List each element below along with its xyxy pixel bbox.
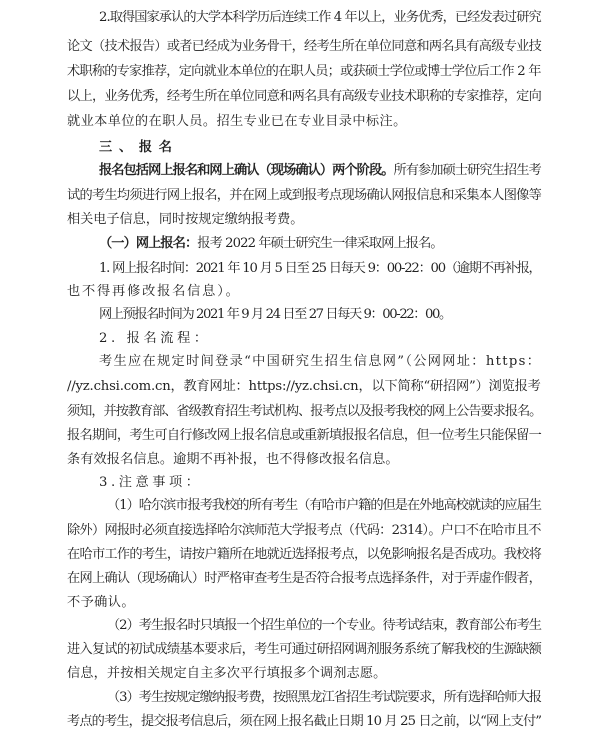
bold-text: 三、报名 (99, 140, 179, 155)
text-segment: //yz.chsi.com.cn，教育网址：https://yz.chsi.cn，以下简称“研招网”）浏览报考 (67, 379, 541, 394)
text-line (67, 638, 541, 662)
text-segment: 术职称的专家推荐，定向就业本单位的在职人员；或获硕士学位或博士学位后工作 2 年 (67, 64, 541, 79)
text-line (67, 35, 541, 59)
bold-text: （一）网上报名： (99, 236, 198, 251)
text-line (107, 494, 541, 518)
text-segment: 考生应在规定时间登录“中国研究生招生信息网”（公网网址：https： (99, 354, 542, 369)
text-segment: 网上预报名时间为 2021 年 9 月 24 日至 27 日每天 9：00-22：00。 (99, 307, 451, 322)
text-line (99, 257, 541, 281)
text-line (99, 232, 443, 256)
text-line (67, 710, 541, 734)
text-segment: 也不得再修改报名信息）。 (67, 284, 241, 299)
text-segment: 条有效报名信息。逾期不再补报，也不得修改报名信息。 (67, 452, 399, 467)
bold-text: 报名包括网上报名和网上确认（现场确认）两个阶段。 (99, 163, 394, 178)
text-segment: 3.注意事项： (99, 475, 203, 490)
text-line (67, 424, 541, 448)
text-segment: 就业本单位的在职人员。招生专业已在专业目录中标注。 (67, 114, 407, 129)
text-line (67, 184, 541, 208)
text-segment: 以上，业务优秀，经考生所在单位同意和两名具有高级专业技术职称的专家推荐，定向 (67, 89, 542, 104)
text-segment: 2.取得国家承认的大学本科学历后连续工作 4 年以上，业务优秀，已经发表过研究 (99, 10, 541, 25)
text-segment: （2）考生报名时只填报一个招生单位的一个专业。待考试结束，教育部公布考生 (107, 618, 541, 633)
text-line (107, 686, 541, 710)
text-segment: 报考 2022 年硕士研究生一律采取网上报名。 (197, 236, 443, 251)
text-segment: 报名期间，考生可自行修改网上报名信息或重新填报报名信息，但一位考生只能保留一 (67, 428, 542, 443)
text-line (67, 208, 303, 232)
text-line (67, 85, 541, 109)
text-line (67, 60, 541, 84)
text-segment: 除外）网报时必须直接选择哈尔滨师范大学报考点（代码：2314）。户口不在哈市且不 (67, 523, 541, 538)
text-segment: 所有参加硕士研究生招生考 (393, 163, 541, 178)
text-line (67, 400, 541, 424)
text-line (67, 567, 541, 591)
text-line (99, 6, 541, 30)
text-line (99, 471, 203, 495)
text-line (67, 662, 387, 686)
text-line (67, 543, 541, 567)
text-line (67, 110, 407, 134)
text-line (67, 280, 241, 304)
text-line (99, 303, 451, 327)
text-line (99, 136, 179, 160)
text-segment: 论文（技术报告）或者已经成为业务骨干，经考生所在单位同意和两名具有高级专业技 (67, 39, 542, 54)
text-segment: 须知，并按教育部、省级教育招生考试机构、报考点以及报考我校的网上公告要求报名。 (67, 404, 542, 419)
text-segment: 在哈市工作的考生，请按户籍所在地就近选择报考点，以免影响报名是否成功。我校将 (67, 547, 542, 562)
text-segment: 不予确认。 (67, 595, 135, 610)
text-segment: 考点的考生，提交报考信息后，须在网上报名截止日期 10 月 25 日之前，以“网上支付” (67, 714, 542, 729)
text-segment: 相关电子信息，同时按规定缴纳报考费。 (67, 212, 304, 227)
text-line (99, 327, 211, 351)
text-line (99, 159, 541, 183)
text-segment: （1）哈尔滨市报考我校的所有考生（有哈市户籍的但是在外地高校就读的应届生 (107, 498, 541, 513)
text-segment: （3）考生按规定缴纳报考费，按照黑龙江省招生考试院要求，所有选择哈师大报 (107, 690, 541, 705)
text-line (67, 519, 541, 543)
text-segment: 2. 报名流程： (99, 331, 211, 346)
text-segment: 在网上确认（现场确认）时严格审查考生是否符合报考点选择条件，对于弄虚作假者， (67, 571, 542, 586)
text-segment: 信息，并按相关规定自主多次平行填报多个调剂志愿。 (67, 666, 387, 681)
text-line (99, 350, 541, 374)
text-line (107, 614, 541, 638)
text-segment: 进入复试的初试成绩基本要求后，考生可通过研招网调剂服务系统了解我校的生源缺额 (67, 642, 542, 657)
text-segment: 1. 网上报名时间：2021 年 10 月 5 日至 25 日每天 9：00-22：00（逾期不再补报， (99, 261, 541, 276)
text-segment: 试的考生均须进行网上报名，并在网上或到报考点现场确认网报信息和采集本人图像等 (67, 188, 542, 203)
text-line (67, 448, 399, 472)
text-line (67, 591, 135, 615)
text-line (67, 375, 541, 399)
